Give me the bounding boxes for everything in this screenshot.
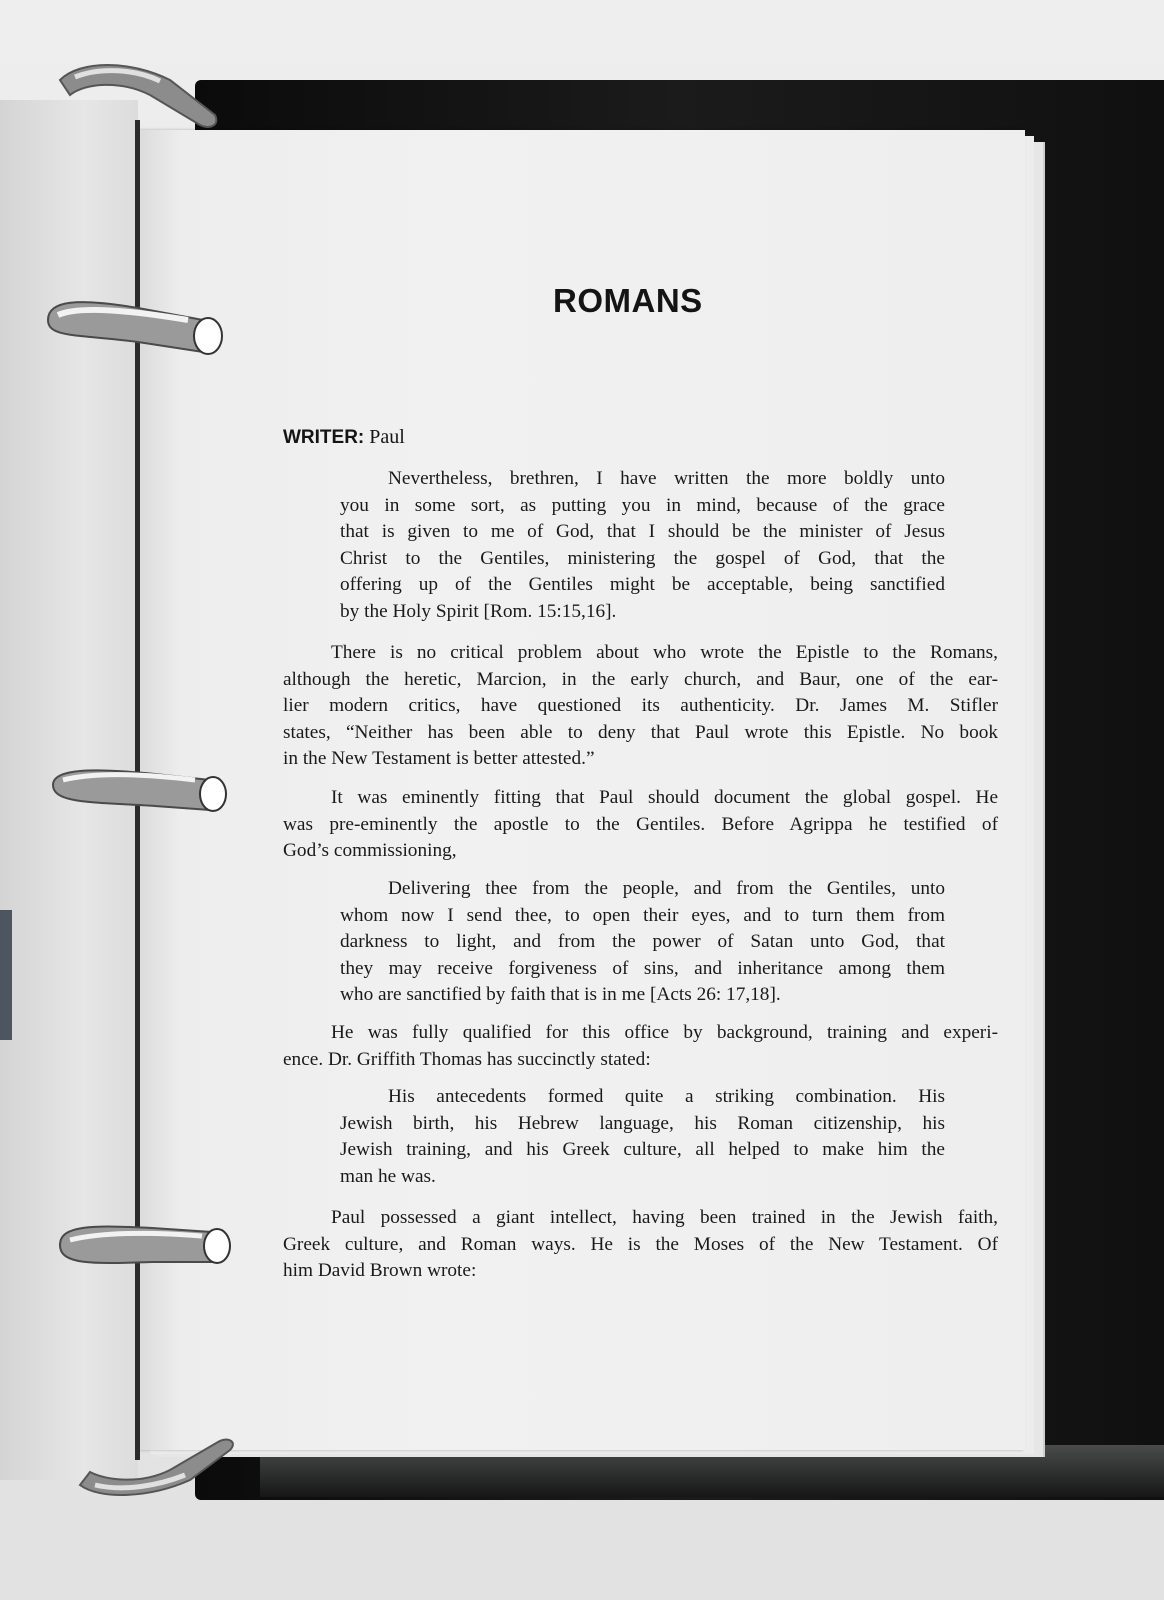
quote-line: Jewish birth, his Hebrew language, his Roman citizenship, his: [340, 1112, 945, 1134]
paragraph-intellect: [283, 1205, 998, 1285]
paragraph-line: although the heretic, Marcion, in the early church, and Baur, one of the ear-: [283, 668, 998, 690]
quote-line: they may receive forgiveness of sins, and inheritance among them: [340, 957, 945, 979]
paragraph-line: states, “Neither has been able to deny that Paul wrote this Epistle. No book: [283, 721, 998, 743]
binder-ring-icon: [38, 290, 228, 365]
paragraph-authorship: [283, 640, 998, 773]
paragraph-line: God’s commissioning,: [283, 840, 457, 862]
paragraph-line: He was fully qualified for this office by background, training and experi-: [331, 1022, 998, 1043]
quote-line: Nevertheless, brethren, I have written the more boldly unto: [388, 468, 945, 489]
page-title: ROMANS: [553, 282, 703, 319]
paragraph-global-gospel: [283, 785, 998, 865]
quote-line: you in some sort, as putting you in mind, because of the grace: [340, 494, 945, 516]
quote-line: darkness to light, and from the power of Satan unto God, that: [340, 931, 945, 953]
quote-line: His antecedents formed quite a striking combination. His: [388, 1086, 945, 1107]
paragraph-line: ence. Dr. Griffith Thomas has succinctly stated:: [283, 1048, 651, 1070]
paragraph-line: in the New Testament is better attested.”: [283, 748, 595, 770]
quote-line: by the Holy Spirit [Rom. 15:15,16].: [340, 600, 617, 622]
paragraph-line: There is no critical problem about who wrote the Epistle to the Romans,: [331, 642, 998, 663]
binder-ring-icon: [45, 760, 230, 820]
binder-clip-top-icon: [50, 55, 230, 145]
quote-line: man he was.: [340, 1165, 436, 1187]
block-quote-romans: [340, 466, 945, 626]
binder-clip-bottom-icon: [70, 1430, 250, 1510]
writer-name: Paul: [369, 426, 405, 448]
block-quote-thomas: [340, 1084, 945, 1190]
paragraph-line: It was eminently fitting that Paul should document the global gospel. He: [331, 787, 998, 808]
paragraph-line: Greek culture, and Roman ways. He is the Moses of the New Testament. Of: [283, 1233, 998, 1255]
block-quote-acts: [340, 876, 945, 1009]
quote-line: Christ to the Gentiles, ministering the gospel of God, that the: [340, 547, 945, 569]
paragraph-line: was pre-eminently the apostle to the Gentiles. Before Agrippa he testified of: [283, 813, 998, 835]
paragraph-line: lier modern critics, have questioned its authenticity. Dr. James M. Stifler: [283, 695, 998, 717]
quote-line: that is given to me of God, that I should be the minister of Jesus: [340, 521, 945, 543]
writer-line: [283, 426, 405, 449]
quote-line: Delivering thee from the people, and from the Gentiles, unto: [388, 878, 945, 899]
writer-label: WRITER:: [283, 427, 365, 448]
quote-line: who are sanctified by faith that is in me [Acts 26: 17,18].: [340, 984, 781, 1006]
quote-line: whom now I send thee, to open their eyes, and to turn them from: [340, 904, 945, 926]
paragraph-line: him David Brown wrote:: [283, 1260, 477, 1282]
quote-line: Jewish training, and his Greek culture, all helped to make him the: [340, 1139, 945, 1161]
left-edge-tab: [0, 910, 12, 1040]
paragraph-line: Paul possessed a giant intellect, having been trained in the Jewish faith,: [331, 1207, 998, 1228]
binder-ring-icon: [52, 1210, 232, 1275]
paragraph-qualified: [283, 1020, 998, 1073]
quote-line: offering up of the Gentiles might be acceptable, being sanctified: [340, 574, 945, 596]
